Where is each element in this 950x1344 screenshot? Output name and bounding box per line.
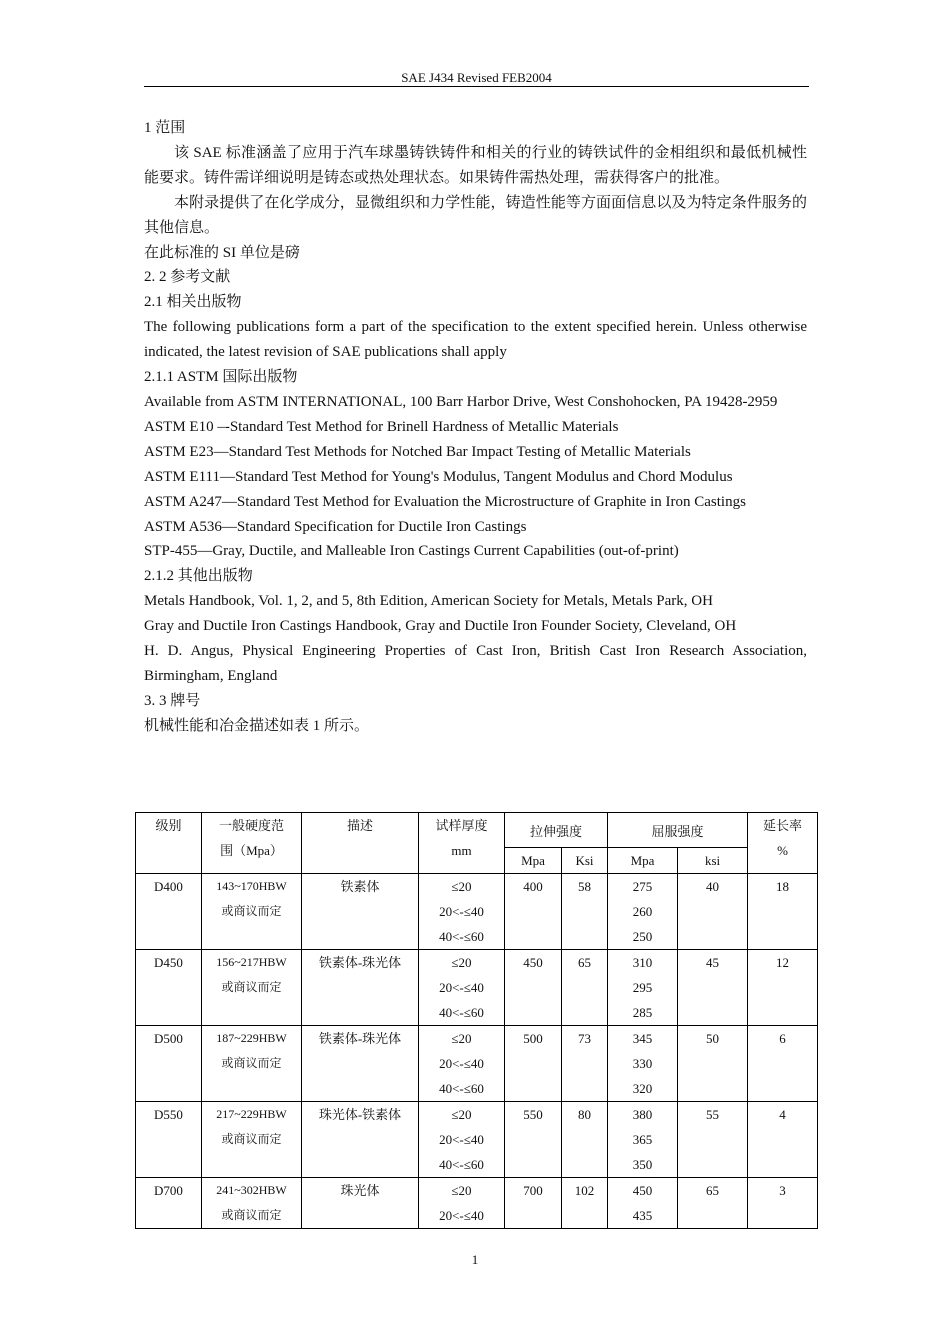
yield-ksi-cell: 50: [678, 1026, 748, 1102]
page-number: 1: [471, 1252, 479, 1267]
header-yield-ksi: ksi: [678, 848, 748, 874]
header-grade: 级别: [136, 813, 202, 874]
header-yield-mpa: Mpa: [608, 848, 678, 874]
hardness-cell: 187~229HBW 或商议而定: [202, 1026, 302, 1102]
yield-ksi-cell: 55: [678, 1102, 748, 1178]
ref-astm-a536: ASTM A536—Standard Specification for Ductile Iron Castings: [144, 518, 527, 535]
ref-metals-handbook: Metals Handbook, Vol. 1, 2, and 5, 8th Edition, American Society for Metals, Metals Park, OH: [144, 593, 713, 610]
yield-ksi-cell: 40: [678, 874, 748, 950]
hardness-cell: 156~217HBW 或商议而定: [202, 950, 302, 1026]
yield-mpa-cell: 275 260 250: [608, 874, 678, 950]
yield-mpa-cell: 310 295 285: [608, 950, 678, 1026]
section-2-heading: 2. 2 参考文献: [144, 269, 231, 286]
header-tensile-mpa: Mpa: [505, 848, 562, 874]
header-elongation: 延长率 %: [748, 813, 818, 874]
table-header-row: [136, 813, 818, 848]
yield-ksi-cell: 65: [678, 1178, 748, 1229]
header-tensile-ksi: Ksi: [562, 848, 608, 874]
table-row-d700: [136, 1178, 818, 1229]
table-intro: 机械性能和冶金描述如表 1 所示。: [144, 717, 370, 734]
yield-mpa-cell: 450 435: [608, 1178, 678, 1229]
grade-cell: D450: [136, 950, 202, 1026]
thickness-cell: ≤20 20<-≤40 40<-≤60: [419, 1026, 505, 1102]
section-3-heading: 3. 3 牌号: [144, 692, 201, 709]
tensile-ksi-cell: 102: [562, 1178, 608, 1229]
description-cell: 珠光体-铁素体: [302, 1102, 419, 1178]
hardness-cell: 143~170HBW 或商议而定: [202, 874, 302, 950]
thickness-cell: ≤20 20<-≤40: [419, 1178, 505, 1229]
tensile-mpa-cell: 400: [505, 874, 562, 950]
tensile-mpa-cell: 700: [505, 1178, 562, 1229]
header-yield: 屈服强度: [608, 813, 748, 848]
header-rule: [144, 86, 809, 87]
header-tensile: 拉伸强度: [505, 813, 608, 848]
ref-astm-e10: ASTM E10 –-Standard Test Method for Brinell Hardness of Metallic Materials: [144, 418, 619, 435]
description-cell: 铁素体-珠光体: [302, 1026, 419, 1102]
scope-paragraph: 该 SAE 标准涵盖了应用于汽车球墨铸铁铸件和相关的行业的铸铁试件的金相组织和最低机械性能要求。铸件需详细说明是铸态或热处理状态。如果铸件需热处理，需获得客户的批准。: [144, 144, 807, 186]
ref-astm-e23: ASTM E23—Standard Test Methods for Notched Bar Impact Testing of Metallic Materials: [144, 443, 691, 460]
header-hardness: 一般硬度范 围（Mpa）: [202, 813, 302, 874]
tensile-ksi-cell: 73: [562, 1026, 608, 1102]
section-1-heading: 1 范围: [144, 120, 186, 136]
section-2-1-heading: 2.1 相关出版物: [144, 294, 242, 311]
section-2-1-2-heading: 2.1.2 其他出版物: [144, 568, 253, 585]
elongation-cell: 18: [748, 874, 818, 950]
table-row-d550: [136, 1102, 818, 1178]
grade-properties-table: [135, 812, 818, 1229]
yield-ksi-cell: 45: [678, 950, 748, 1026]
ref-astm-e111: ASTM E111—Standard Test Method for Young's Modulus, Tangent Modulus and Chord Modulus: [144, 468, 733, 485]
section-2-1-1-heading: 2.1.1 ASTM 国际出版物: [144, 369, 298, 386]
description-cell: 铁素体-珠光体: [302, 950, 419, 1026]
tensile-ksi-cell: 65: [562, 950, 608, 1026]
table-row-d450: [136, 950, 818, 1026]
appendix-paragraph: 本附录提供了在化学成分，显微组织和力学性能，铸造性能等方面面信息以及为特定条件服务的其他信息。: [144, 194, 807, 236]
table-row-d500: [136, 1026, 818, 1102]
grade-cell: D500: [136, 1026, 202, 1102]
tensile-ksi-cell: 80: [562, 1102, 608, 1178]
table-row-d400: [136, 874, 818, 950]
running-header: SAE J434 Revised FEB2004: [401, 70, 552, 85]
ref-astm-a247: ASTM A247—Standard Test Method for Evaluation the Microstructure of Graphite in Iron Castings: [144, 493, 746, 510]
header-thickness: 试样厚度 mm: [419, 813, 505, 874]
hardness-cell: 241~302HBW 或商议而定: [202, 1178, 302, 1229]
tensile-mpa-cell: 550: [505, 1102, 562, 1178]
yield-mpa-cell: 380 365 350: [608, 1102, 678, 1178]
elongation-cell: 4: [748, 1102, 818, 1178]
thickness-cell: ≤20 20<-≤40 40<-≤60: [419, 874, 505, 950]
hardness-cell: 217~229HBW 或商议而定: [202, 1102, 302, 1178]
tensile-mpa-cell: 450: [505, 950, 562, 1026]
grade-cell: D400: [136, 874, 202, 950]
yield-mpa-cell: 345 330 320: [608, 1026, 678, 1102]
header-description: 描述: [302, 813, 419, 874]
tensile-ksi-cell: 58: [562, 874, 608, 950]
grade-cell: D550: [136, 1102, 202, 1178]
elongation-cell: 6: [748, 1026, 818, 1102]
thickness-cell: ≤20 20<-≤40 40<-≤60: [419, 1102, 505, 1178]
tensile-mpa-cell: 500: [505, 1026, 562, 1102]
description-cell: 珠光体: [302, 1178, 419, 1229]
document-body: [144, 116, 807, 739]
thickness-cell: ≤20 20<-≤40 40<-≤60: [419, 950, 505, 1026]
astm-address: Available from ASTM INTERNATIONAL, 100 Barr Harbor Drive, West Conshohocken, PA 19428-2959: [144, 393, 778, 410]
si-unit-note: 在此标准的 SI 单位是磅: [144, 244, 300, 261]
description-cell: 铁素体: [302, 874, 419, 950]
publications-intro: The following publications form a part of the specification to the extent specified herein. Unless otherwise indicated, the latest revision of SAE publications shall apply: [144, 319, 807, 361]
ref-gray-ductile-handbook: Gray and Ductile Iron Castings Handbook, Gray and Ductile Iron Founder Society, Cleveland, OH: [144, 618, 737, 635]
ref-stp-455: STP-455—Gray, Ductile, and Malleable Iron Castings Current Capabilities (out-of-print): [144, 543, 679, 560]
elongation-cell: 12: [748, 950, 818, 1026]
ref-angus: H. D. Angus, Physical Engineering Properties of Cast Iron, British Cast Iron Research Association, Birmingham, England: [144, 643, 807, 684]
grade-cell: D700: [136, 1178, 202, 1229]
elongation-cell: 3: [748, 1178, 818, 1229]
